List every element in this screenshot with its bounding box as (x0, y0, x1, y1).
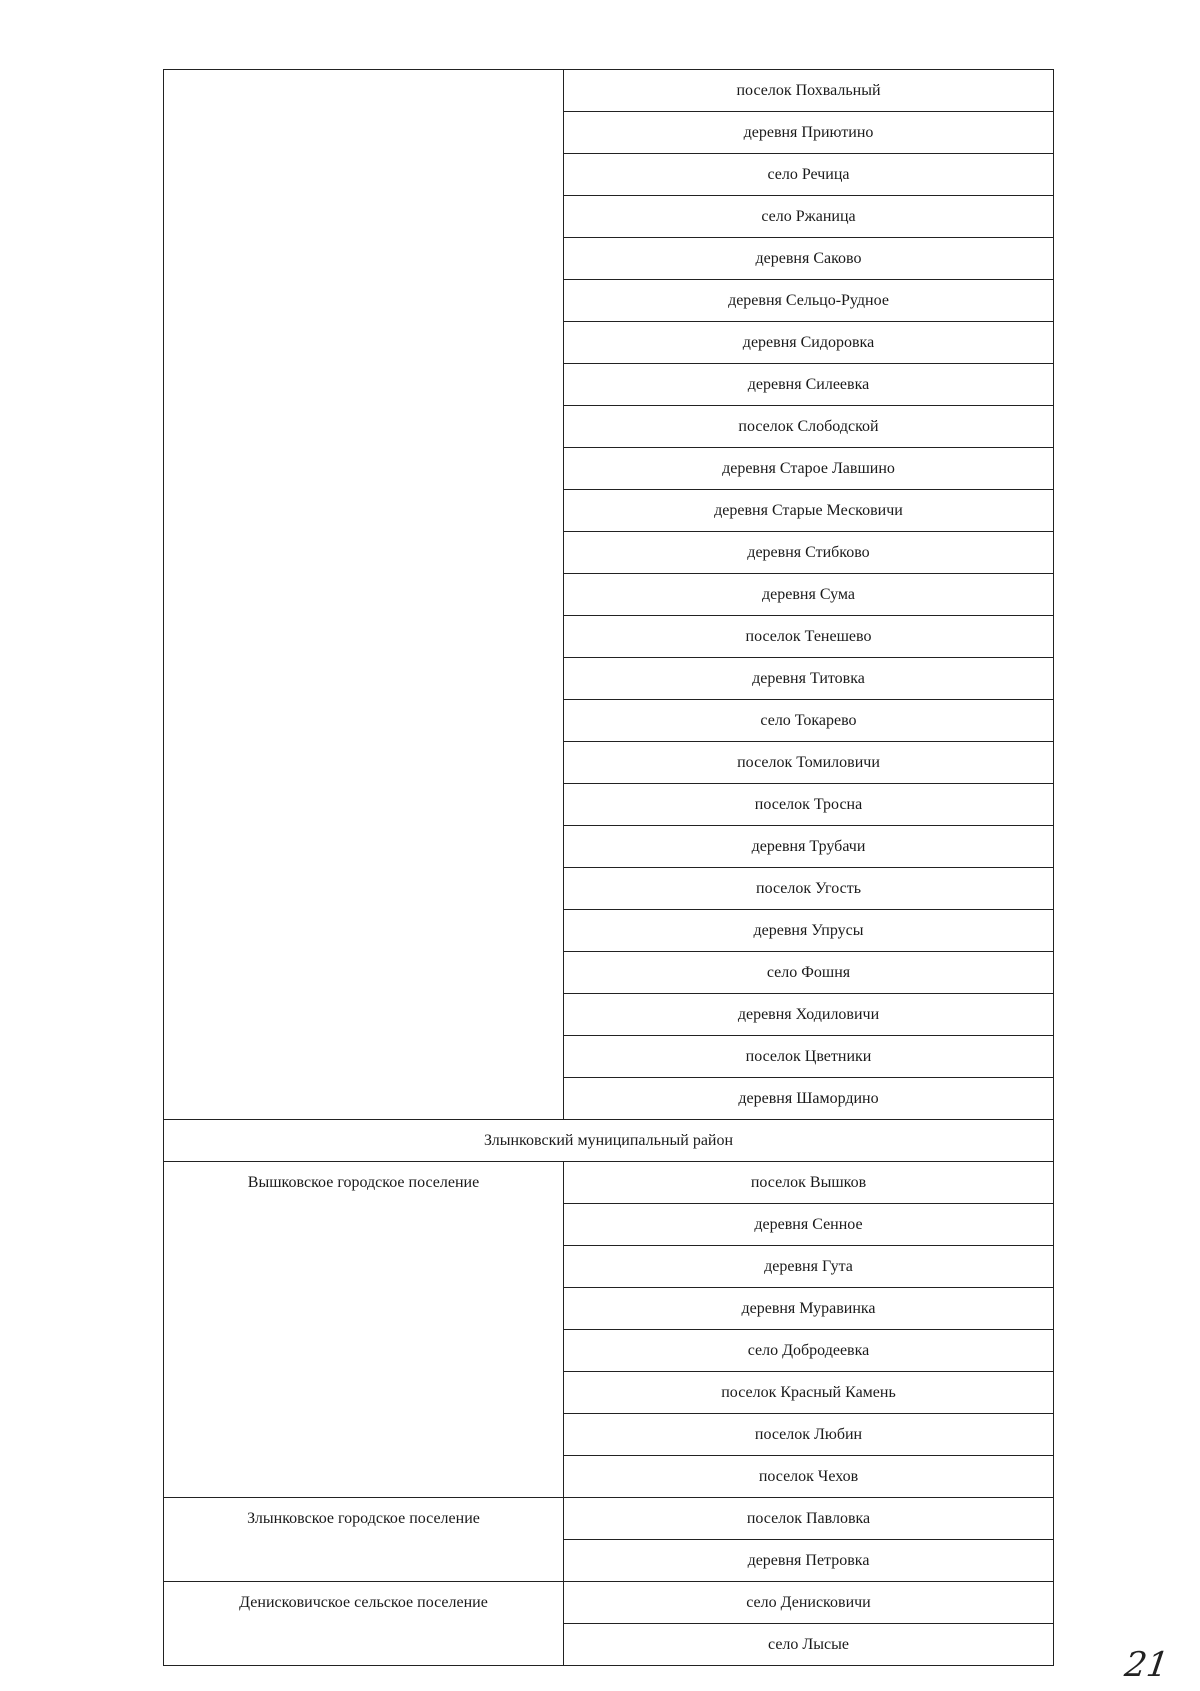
settlement-cell: поселок Слободской (564, 406, 1054, 448)
settlement-cell: поселок Чехов (564, 1456, 1054, 1498)
settlement-group-name: Злынковское городское поселение (164, 1498, 564, 1582)
table-row (164, 70, 1054, 112)
settlement-cell: деревня Муравинка (564, 1288, 1054, 1330)
settlement-cell: деревня Саково (564, 238, 1054, 280)
settlement-cell: поселок Тросна (564, 784, 1054, 826)
settlement-cell: деревня Стибково (564, 532, 1054, 574)
settlement-cell: село Ржаница (564, 196, 1054, 238)
settlement-cell: деревня Упрусы (564, 910, 1054, 952)
settlement-cell: поселок Тенешево (564, 616, 1054, 658)
settlement-cell: деревня Петровка (564, 1540, 1054, 1582)
settlement-cell: поселок Красный Камень (564, 1372, 1054, 1414)
settlement-cell: поселок Похвальный (564, 70, 1054, 112)
settlement-cell: поселок Вышков (564, 1162, 1054, 1204)
settlement-cell: поселок Томиловичи (564, 742, 1054, 784)
settlement-group-cell-empty (164, 70, 564, 1120)
settlement-cell: село Лысые (564, 1624, 1054, 1666)
settlement-cell: деревня Гута (564, 1246, 1054, 1288)
settlement-cell: село Токарево (564, 700, 1054, 742)
page-number: 21 (1122, 1645, 1172, 1685)
table-row (164, 1162, 1054, 1204)
settlement-cell: село Денисковичи (564, 1582, 1054, 1624)
settlement-cell: деревня Силеевка (564, 364, 1054, 406)
settlement-cell: деревня Приютино (564, 112, 1054, 154)
settlement-cell: деревня Сума (564, 574, 1054, 616)
settlement-cell: поселок Угость (564, 868, 1054, 910)
settlement-cell: село Речица (564, 154, 1054, 196)
settlements-table-body (164, 70, 1054, 1666)
table-row (164, 1582, 1054, 1624)
settlement-cell: деревня Ходиловичи (564, 994, 1054, 1036)
settlement-cell: село Добродеевка (564, 1330, 1054, 1372)
settlement-cell: поселок Цветники (564, 1036, 1054, 1078)
settlement-group-name: Вышковское городское поселение (164, 1162, 564, 1498)
settlement-group-name: Денисковичское сельское поселение (164, 1582, 564, 1666)
settlement-cell: деревня Сельцо-Рудное (564, 280, 1054, 322)
table-row (164, 1498, 1054, 1540)
settlement-cell: деревня Старое Лавшино (564, 448, 1054, 490)
settlement-cell: деревня Шамордино (564, 1078, 1054, 1120)
settlement-cell: поселок Павловка (564, 1498, 1054, 1540)
settlement-cell: деревня Сенное (564, 1204, 1054, 1246)
settlement-cell: деревня Сидоровка (564, 322, 1054, 364)
settlement-cell: село Фошня (564, 952, 1054, 994)
settlement-cell: деревня Титовка (564, 658, 1054, 700)
settlements-table (163, 69, 1054, 1666)
district-row (164, 1120, 1054, 1162)
settlement-cell: поселок Любин (564, 1414, 1054, 1456)
settlement-cell: деревня Трубачи (564, 826, 1054, 868)
settlement-cell: деревня Старые Месковичи (564, 490, 1054, 532)
district-title: Злынковский муниципальный район (164, 1120, 1054, 1162)
